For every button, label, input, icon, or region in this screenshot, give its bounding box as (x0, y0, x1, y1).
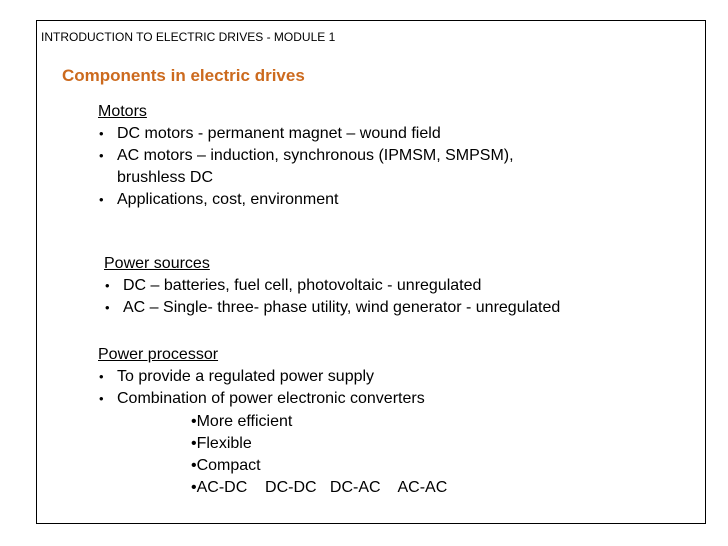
power-sources-list (104, 275, 560, 319)
list-item (98, 366, 425, 388)
bullet-icon: • (99, 391, 104, 406)
list-item-text: Combination of power electronic converters (117, 390, 425, 407)
bullet-icon: • (105, 300, 110, 315)
list-item (98, 123, 514, 145)
bullet-icon: • (105, 278, 110, 293)
power-processor-section (98, 344, 425, 410)
motors-section (98, 101, 514, 211)
list-item-text: DC motors - permanent magnet – wound field (117, 125, 441, 142)
power-sources-heading: Power sources (104, 255, 210, 272)
list-item-continuation (98, 167, 514, 189)
sub-list-item: •Compact (191, 457, 261, 474)
bullet-icon: • (99, 369, 104, 384)
bullet-icon: • (99, 148, 104, 163)
power-processor-list (98, 366, 425, 410)
list-item-text: DC – batteries, fuel cell, photovoltaic - unregulated (123, 277, 482, 294)
motors-list (98, 123, 514, 211)
power-sources-section (104, 253, 560, 319)
bullet-icon: • (99, 192, 104, 207)
motors-heading: Motors (98, 103, 147, 120)
list-item (98, 388, 425, 410)
sub-list-item: •More efficient (191, 413, 293, 430)
list-item-text: AC – Single- three- phase utility, wind generator - unregulated (123, 299, 561, 316)
bullet-icon: • (99, 126, 104, 141)
slide-title: Components in electric drives (62, 66, 305, 85)
list-item-text: brushless DC (117, 169, 214, 186)
list-item-text: Applications, cost, environment (117, 191, 339, 208)
sub-list-item: •Flexible (191, 435, 252, 452)
list-item (104, 297, 560, 319)
converter-features-list (191, 411, 447, 499)
list-item-text: To provide a regulated power supply (117, 368, 375, 385)
list-item (98, 145, 514, 167)
list-item (104, 275, 560, 297)
list-item (98, 189, 514, 211)
slide-header: INTRODUCTION TO ELECTRIC DRIVES - MODULE 1 (41, 30, 336, 44)
list-item-text: AC motors – induction, synchronous (IPMSM, SMPSM), (117, 147, 514, 164)
power-processor-heading: Power processor (98, 346, 219, 363)
sub-list-item: •AC-DC DC-DC DC-AC AC-AC (191, 479, 448, 496)
